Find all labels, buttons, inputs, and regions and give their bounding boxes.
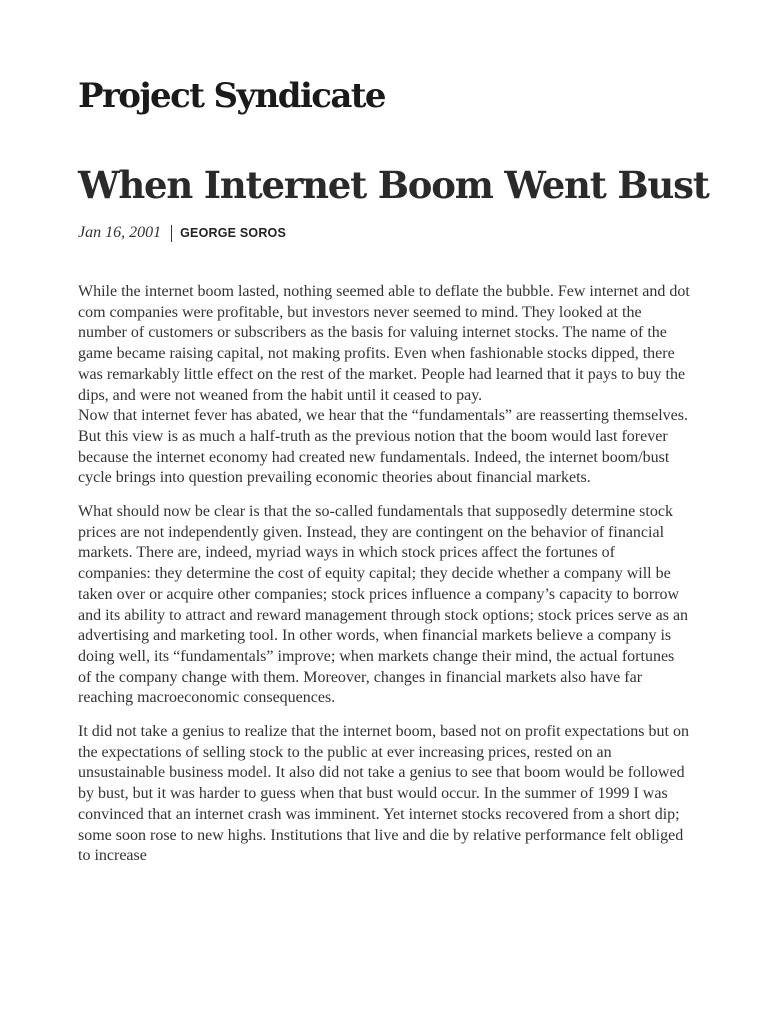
article-title: When Internet Boom Went Bust <box>78 163 709 207</box>
article-paragraph: While the internet boom lasted, nothing seemed able to deflate the bubble. Few internet and dot com companies were profitable, but investors never seemed to mind. They looked at the number of customers or subscribers as the basis for valuing internet stocks. The name of the game became raising capital, not making profits. Even when fashionable stocks dipped, there was remarkably little effect on the rest of the market. People had learned that it pays to buy the dips, and were not weaned from the habit until it ceased to pay. <box>78 283 690 404</box>
author-link[interactable]: GEORGE SOROS <box>180 226 287 240</box>
site-logo[interactable]: Project Syndicate <box>78 76 385 116</box>
byline-divider <box>171 225 172 242</box>
article-paragraph: It did not take a genius to realize that the internet boom, based not on profit expectations but on the expectations of selling stock to the public at ever increasing prices, rested on an unsustainable business model. It also did not take a genius to see that boom would be followed by bust, but it was harder to guess when that bust would occur. In the summer of 1999 I was convinced that an internet crash was imminent. Yet internet stocks recovered from a short dip; some soon rose to new highs. Institutions that live and die by relative performance felt obliged to increase <box>78 723 689 865</box>
article-date: Jan 16, 2001 <box>78 224 162 241</box>
article-byline <box>78 222 286 244</box>
article-paragraph: What should now be clear is that the so-called fundamentals that supposedly determine stock prices are not independently given. Instead, they are contingent on the behavior of financial markets. There are, indeed, myriad ways in which stock prices affect the fortunes of companies: they determine the cost of equity capital; they decide whether a company will be taken over or acquire other companies; stock prices influence a company’s capacity to borrow and its ability to attract and reward management through stock options; stock prices serve as an advertising and marketing tool. In other words, when financial markets believe a company is doing well, its “fundamentals” improve; when markets change their mind, the actual fortunes of the company change with them. Moreover, changes in financial markets also have far reaching macroeconomic consequences. <box>78 503 689 707</box>
article-body <box>78 282 690 867</box>
article-paragraph: Now that internet fever has abated, we hear that the “fundamentals” are reasserting themselves. But this view is as much a half-truth as the previous notion that the boom would last forever because the internet economy had created new fundamentals. Indeed, the internet boom/bust cycle brings into question prevailing economic theories about financial markets. <box>78 407 688 487</box>
